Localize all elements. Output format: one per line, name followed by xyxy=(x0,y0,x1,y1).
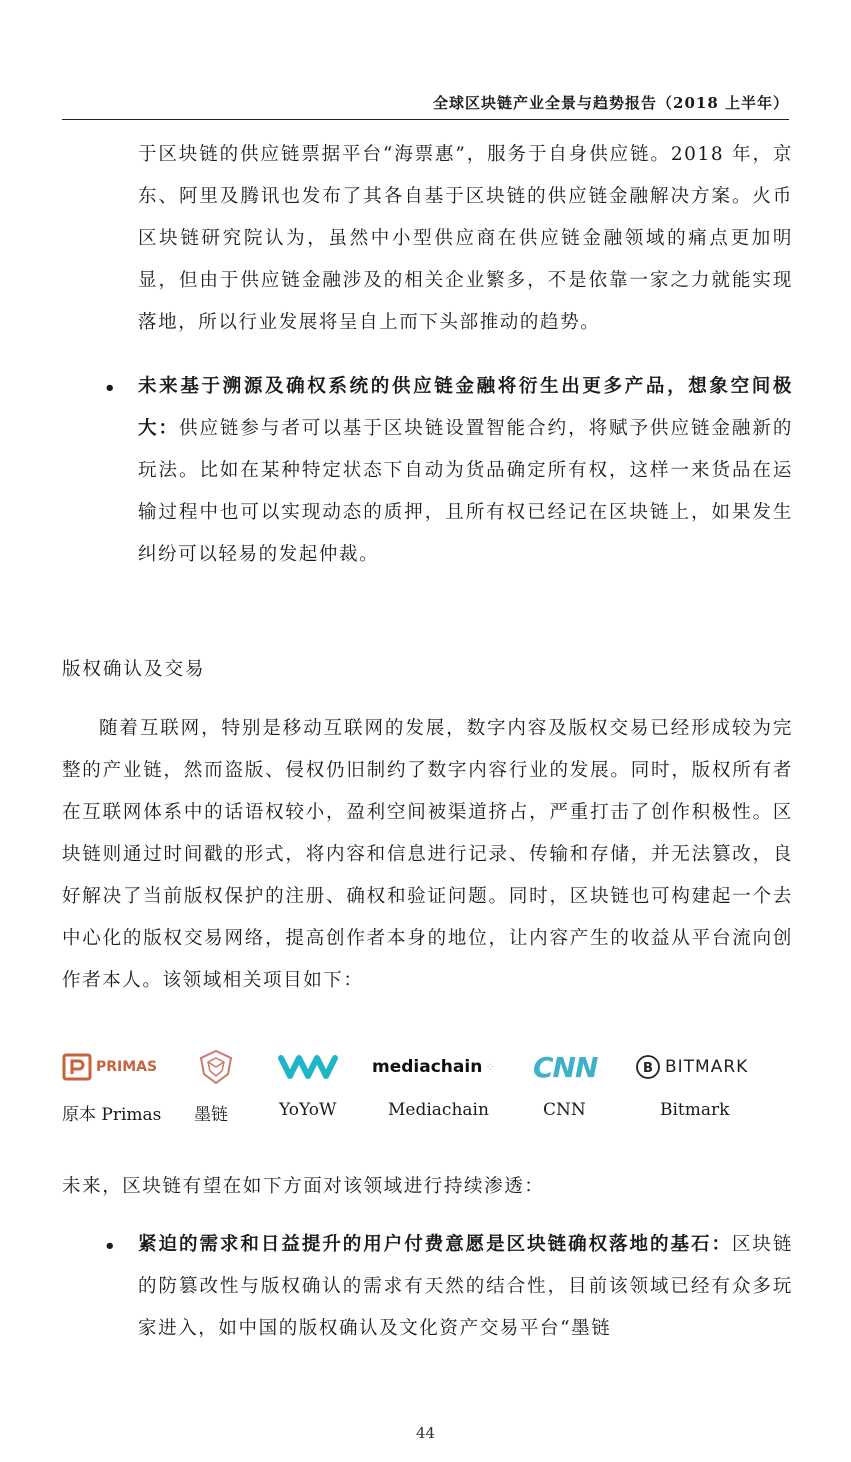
bullet-dot: • xyxy=(104,1236,116,1257)
caption-yoyow: YoYoW xyxy=(279,1100,337,1120)
bullet-paragraph-2 xyxy=(138,1224,793,1350)
mediachain-logo xyxy=(372,1046,495,1088)
caption-bitmark: Bitmark xyxy=(660,1100,730,1120)
bitmark-logo xyxy=(635,1046,748,1088)
running-header: 全球区块链产业全景与趋势报告（2018 上半年） xyxy=(62,92,789,120)
section-title: 版权确认及交易 xyxy=(62,659,206,680)
primas-mark-icon xyxy=(62,1052,92,1082)
caption-molian: 墨链 xyxy=(194,1105,228,1125)
caption-mediachain: Mediachain xyxy=(388,1100,489,1120)
molian-shield-icon xyxy=(197,1048,235,1086)
caption-cnn: CNN xyxy=(543,1100,586,1120)
bitmark-logo-text: BITMARK xyxy=(665,1057,749,1077)
molian-logo xyxy=(197,1046,235,1088)
yoyow-logo xyxy=(278,1046,338,1088)
caption-primas: 原本 Primas xyxy=(62,1105,162,1125)
bullet-dot: • xyxy=(104,378,116,399)
page-number: 44 xyxy=(415,1424,436,1442)
project-logo-row xyxy=(0,1046,851,1091)
cnn-logo xyxy=(533,1046,597,1088)
intro-paragraph: 于区块链的供应链票据平台“海票惠”，服务于自身供应链。2018 年，京东、阿里及腾讯也发布了其各自基于区块链的供应链金融解决方案。火币区块链研究院认为，虽然中小型供应商在供应链金融领域的痛点更加明显，但由于供应链金融涉及的相关企业繁多，不是依靠一家之力就能实现落地，所以行业发展将呈自上而下头部推动的趋势。 xyxy=(138,144,793,333)
bullet-paragraph-1 xyxy=(138,366,793,576)
bullet-2-text: 区块链的防篡改性与版权确认的需求有天然的结合性，目前该领域已经有众多玩家进入，如中国的版权确认及文化资产交易平台“墨链 xyxy=(138,1234,793,1339)
primas-logo xyxy=(62,1046,157,1088)
bullet-2-lead: 紧迫的需求和日益提升的用户付费意愿是区块链确权落地的基石： xyxy=(138,1234,732,1255)
svg-text:B: B xyxy=(643,1061,653,1076)
future-line: 未来，区块链有望在如下方面对该领域进行持续渗透： xyxy=(62,1176,545,1197)
bullet-1-text: 供应链参与者可以基于区块链设置智能合约，将赋予供应链金融新的玩法。比如在某种特定状态下自动为货品确定所有权，这样一来货品在运输过程中也可以实现动态的质押，且所有权已经记在区块链上，如果发生纠纷可以轻易的发起仲裁。 xyxy=(138,418,793,565)
yoyow-wave-icon xyxy=(278,1050,338,1084)
primas-logo-text: PRIMAS xyxy=(96,1059,158,1075)
mediachain-logo-text: mediachain xyxy=(372,1057,483,1077)
mediachain-dots-icon: ⁘ xyxy=(485,1060,496,1074)
bullet-1-lead: 未来基于溯源及确权系统的供应链金融将衍生出更多产品，想象空间极大： xyxy=(138,376,793,439)
bitmark-b-icon xyxy=(635,1054,661,1080)
section-paragraph: 随着互联网，特别是移动互联网的发展，数字内容及版权交易已经形成较为完整的产业链，然而盗版、侵权仍旧制约了数字内容行业的发展。同时，版权所有者在互联网体系中的话语权较小，盈利空间被渠道挤占，严重打击了创作积极性。区块链则通过时间戳的形式，将内容和信息进行记录、传输和存储，并无法篡改，良好解决了当前版权保护的注册、确权和验证问题。同时，区块链也可构建起一个去中心化的版权交易网络，提高创作者本身的地位，让内容产生的收益从平台流向创作者本人。该领域相关项目如下： xyxy=(62,718,793,991)
cnn-logo-text: CNN xyxy=(533,1050,598,1084)
